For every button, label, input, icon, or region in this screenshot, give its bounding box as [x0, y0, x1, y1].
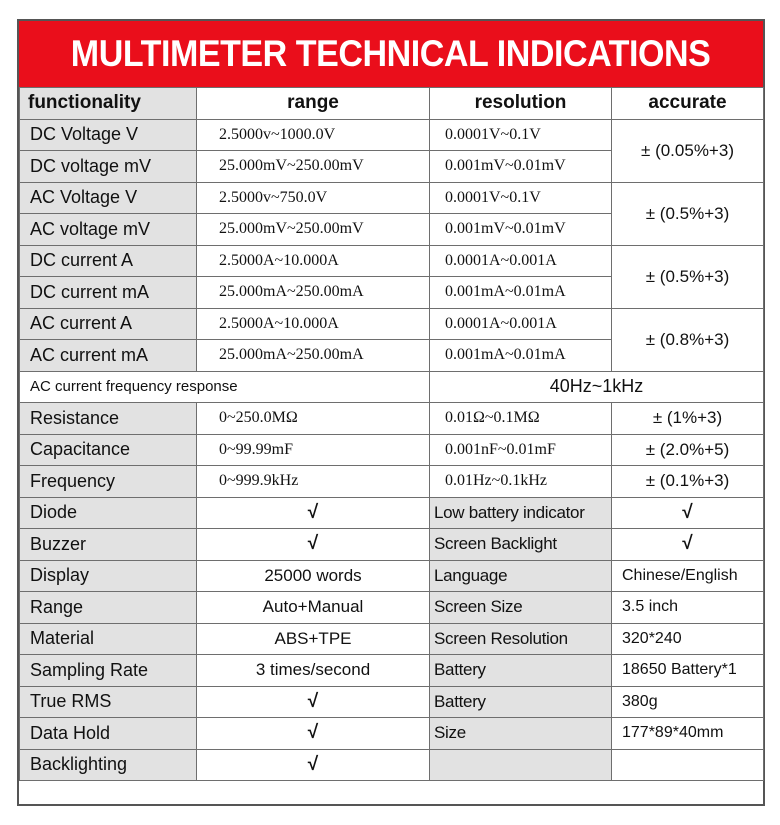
- check-mark: √: [197, 497, 430, 529]
- accuracy-cell: ± (0.05%+3): [612, 119, 764, 182]
- table-row: [20, 182, 764, 214]
- spec-value: 380g: [612, 686, 764, 718]
- resolution-cell: 0.001mA~0.01mA: [430, 277, 612, 309]
- feature-row: [20, 623, 764, 655]
- check-mark: √: [612, 497, 764, 529]
- range-cell: 25.000mA~250.00mA: [197, 277, 430, 309]
- table-row: [20, 119, 764, 151]
- feature-name: Backlighting: [20, 749, 197, 781]
- function-cell: AC Voltage V: [20, 182, 197, 214]
- spec-value: 3.5 inch: [612, 592, 764, 624]
- table-row: [20, 434, 764, 466]
- range-cell: 2.5000A~10.000A: [197, 245, 430, 277]
- accuracy-cell: ± (0.5%+3): [612, 245, 764, 308]
- spec-table: [19, 87, 764, 781]
- page-title: MULTIMETER TECHNICAL INDICATIONS: [71, 33, 711, 74]
- feature-name: Display: [20, 560, 197, 592]
- resolution-cell: 0.001nF~0.01mF: [430, 434, 612, 466]
- feature-name: Buzzer: [20, 529, 197, 561]
- feature-row: [20, 718, 764, 750]
- feature-row: [20, 560, 764, 592]
- resolution-cell: 0.0001V~0.1V: [430, 182, 612, 214]
- range-cell: 2.5000v~1000.0V: [197, 119, 430, 151]
- spec-value: Chinese/English: [612, 560, 764, 592]
- range-cell: 0~99.99mF: [197, 434, 430, 466]
- accuracy-cell: ± (0.8%+3): [612, 308, 764, 371]
- frequency-response-value: 40Hz~1kHz: [430, 371, 764, 403]
- header-accurate: accurate: [612, 88, 764, 120]
- function-cell: DC Voltage V: [20, 119, 197, 151]
- function-cell: AC voltage mV: [20, 214, 197, 246]
- feature-name: Sampling Rate: [20, 655, 197, 687]
- table-row: [20, 308, 764, 340]
- function-cell: DC current A: [20, 245, 197, 277]
- spec-value: [612, 749, 764, 781]
- feature-row: [20, 655, 764, 687]
- frequency-response-label: AC current frequency response: [20, 371, 430, 403]
- feature-row: [20, 592, 764, 624]
- accuracy-cell: ± (0.1%+3): [612, 466, 764, 498]
- feature-value: Auto+Manual: [197, 592, 430, 624]
- feature-name: True RMS: [20, 686, 197, 718]
- feature-value: ABS+TPE: [197, 623, 430, 655]
- function-cell: AC current mA: [20, 340, 197, 372]
- resolution-cell: 0.01Hz~0.1kHz: [430, 466, 612, 498]
- spec-value: 18650 Battery*1: [612, 655, 764, 687]
- check-mark: √: [197, 749, 430, 781]
- function-cell: Capacitance: [20, 434, 197, 466]
- resolution-cell: 0.0001A~0.001A: [430, 245, 612, 277]
- spec-name: [430, 749, 612, 781]
- header-functionality: functionality: [20, 88, 197, 120]
- check-mark: √: [197, 686, 430, 718]
- feature-row: [20, 749, 764, 781]
- range-cell: 25.000mA~250.00mA: [197, 340, 430, 372]
- frequency-response-row: [20, 371, 764, 403]
- feature-row: [20, 497, 764, 529]
- spec-value: 177*89*40mm: [612, 718, 764, 750]
- resolution-cell: 0.001mV~0.01mV: [430, 214, 612, 246]
- feature-value: 3 times/second: [197, 655, 430, 687]
- function-cell: DC voltage mV: [20, 151, 197, 183]
- spec-name: Screen Size: [430, 592, 612, 624]
- range-cell: 25.000mV~250.00mV: [197, 214, 430, 246]
- table-row: [20, 403, 764, 435]
- spec-name: Battery: [430, 655, 612, 687]
- spec-name: Size: [430, 718, 612, 750]
- spec-name: Language: [430, 560, 612, 592]
- accuracy-cell: ± (2.0%+5): [612, 434, 764, 466]
- resolution-cell: 0.0001A~0.001A: [430, 308, 612, 340]
- range-cell: 0~250.0MΩ: [197, 403, 430, 435]
- title-banner: [19, 21, 763, 87]
- spec-name: Screen Backlight: [430, 529, 612, 561]
- function-cell: Resistance: [20, 403, 197, 435]
- resolution-cell: 0.001mA~0.01mA: [430, 340, 612, 372]
- feature-name: Range: [20, 592, 197, 624]
- feature-name: Material: [20, 623, 197, 655]
- range-cell: 25.000mV~250.00mV: [197, 151, 430, 183]
- function-cell: Frequency: [20, 466, 197, 498]
- range-cell: 2.5000v~750.0V: [197, 182, 430, 214]
- spec-name: Low battery indicator: [430, 497, 612, 529]
- check-mark: √: [197, 718, 430, 750]
- header-resolution: resolution: [430, 88, 612, 120]
- resolution-cell: 0.01Ω~0.1MΩ: [430, 403, 612, 435]
- feature-name: Data Hold: [20, 718, 197, 750]
- feature-row: [20, 529, 764, 561]
- spec-sheet: [17, 19, 765, 806]
- check-mark: √: [197, 529, 430, 561]
- function-cell: DC current mA: [20, 277, 197, 309]
- resolution-cell: 0.001mV~0.01mV: [430, 151, 612, 183]
- header-range: range: [197, 88, 430, 120]
- header-row: [20, 88, 764, 120]
- resolution-cell: 0.0001V~0.1V: [430, 119, 612, 151]
- spec-value: 320*240: [612, 623, 764, 655]
- function-cell: AC current A: [20, 308, 197, 340]
- feature-name: Diode: [20, 497, 197, 529]
- feature-value: 25000 words: [197, 560, 430, 592]
- spec-name: Battery: [430, 686, 612, 718]
- table-row: [20, 466, 764, 498]
- accuracy-cell: ± (0.5%+3): [612, 182, 764, 245]
- check-mark: √: [612, 529, 764, 561]
- range-cell: 0~999.9kHz: [197, 466, 430, 498]
- table-row: [20, 245, 764, 277]
- spec-name: Screen Resolution: [430, 623, 612, 655]
- feature-row: [20, 686, 764, 718]
- range-cell: 2.5000A~10.000A: [197, 308, 430, 340]
- accuracy-cell: ± (1%+3): [612, 403, 764, 435]
